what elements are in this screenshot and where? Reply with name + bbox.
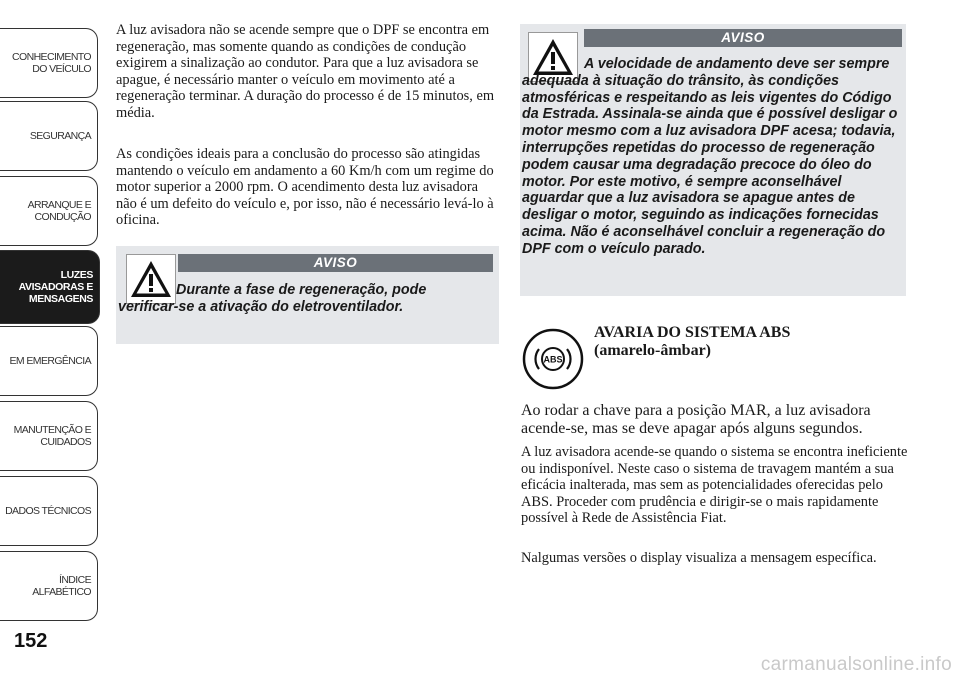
warning-text: Durante a fase de regeneração, pode verificar-se a ativação do eletroventilador.	[118, 282, 427, 315]
tab-luzes-avisadoras-e-mensagens[interactable]: LUZES AVISADORAS E MENSAGENS	[0, 250, 100, 324]
dpf-paragraph-1: A luz avisadora não se acende sempre que o DPF se encontra em regeneração, mas somente quando as condições de condução exigirem a sinalização ao condutor. Para que a luz avisadora se apague, é necessário manter o veículo em movimento até a regeneração terminar. A duração do processo é de 15 minutos, em média.	[116, 22, 495, 121]
abs-section-subtitle: (amarelo-âmbar)	[594, 342, 711, 359]
tab-conhecimento-do-veiculo[interactable]: CONHECIMENTO DO VEÍCULO	[0, 28, 98, 98]
warning-box-speed	[520, 24, 906, 296]
tab-manutencao-e-cuidados[interactable]: MANUTENÇÃO E CUIDADOS	[0, 401, 98, 471]
warning-label: AVISO	[178, 254, 493, 272]
warning-label: AVISO	[584, 29, 902, 47]
tab-em-emergencia[interactable]: EM EMERGÊNCIA	[0, 326, 98, 396]
abs-paragraph-2: A luz avisadora acende-se quando o sistema se encontra ineficiente ou indisponível. Neste caso o sistema de travagem mantém a sua eficácia inalterada, mas sem as potencialidades oferecidas pelo ABS. Proceder com prudência e dirigir-se o mais rapidamente possível à Rede de Assistência Fiat.	[521, 444, 908, 527]
page-number: 152	[14, 630, 48, 652]
tab-seguranca[interactable]: SEGURANÇA	[0, 101, 98, 171]
abs-paragraph-1: Ao rodar a chave para a posição MAR, a luz avisadora acende-se, mas se deve apagar após alguns segundos.	[521, 402, 871, 438]
dpf-paragraph-2: As condições ideais para a conclusão do processo são atingidas mantendo o veículo em andamento a 60 Km/h com um regime do motor superior a 2000 rpm. O acendimento desta luz avisadora não é um defeito do veículo e, por isso, não é necessário levá-lo à oficina.	[116, 146, 494, 229]
warning-box-regeneration	[116, 246, 499, 344]
svg-text:ABS: ABS	[543, 354, 563, 365]
tab-indice-alfabetico[interactable]: ÍNDICE ALFABÉTICO	[0, 551, 98, 621]
abs-warning-icon	[522, 328, 584, 395]
abs-paragraph-3: Nalgumas versões o display visualiza a mensagem específica.	[521, 550, 877, 566]
tab-dados-tecnicos[interactable]: DADOS TÉCNICOS	[0, 476, 98, 546]
tab-arranque-e-conducao[interactable]: ARRANQUE E CONDUÇÃO	[0, 176, 98, 246]
watermark: carmanualsonline.info	[760, 654, 952, 675]
abs-section-title: AVARIA DO SISTEMA ABS	[594, 324, 791, 341]
warning-text: A velocidade de andamento deve ser sempre adequada à situação do trânsito, às condições atmosféricas e respeitando as leis vigentes do Código da Estrada. Assinala-se ainda que é possível desligar o motor mesmo com a luz avisadora DPF acesa; todavia, interrupções repetidas do processo de regeneração podem causar uma degradação precoce do óleo do motor. Por este motivo, é sempre aconselhável aguardar que a luz avisadora se apague antes de desligar o motor, seguindo as indicações fornecidas acima. Não é aconselhável concluir a regeneração do DPF com o veículo parado.	[522, 56, 898, 257]
